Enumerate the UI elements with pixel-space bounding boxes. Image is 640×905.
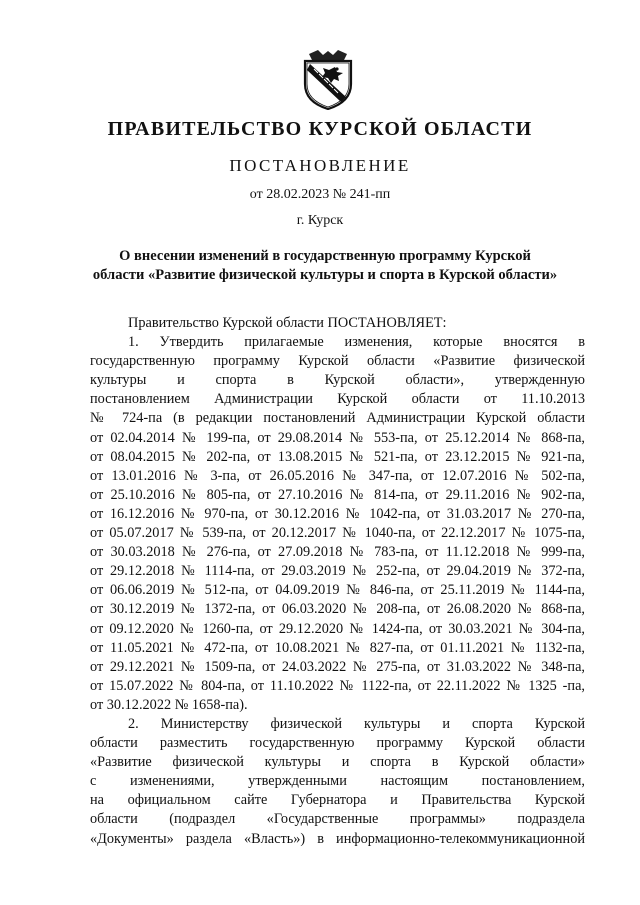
item1-line: от 11.05.2021 № 472-па, от 10.08.2021 № 827-па, от 01.11.2021 № 1132-па, — [90, 639, 585, 656]
document-type: ПОСТАНОВЛЕНИЕ — [229, 156, 411, 175]
item1-line: от 30.03.2018 № 276-па, от 27.09.2018 № 783-па, от 11.12.2018 № 999-па, — [90, 544, 585, 561]
kursk-coat-of-arms-icon — [301, 48, 355, 110]
document-title — [90, 247, 560, 285]
item1-line: государственную программу Курской области «Развитие физической — [90, 353, 585, 370]
item1-line: постановлением Администрации Курской области от 11.10.2013 — [90, 391, 585, 408]
item1-line: от 25.10.2016 № 805-па, от 27.10.2016 № 814-па, от 29.11.2016 № 902-па, — [90, 486, 585, 503]
document-city: г. Курск — [296, 213, 344, 228]
document-number: от 28.02.2023 № 241-пп — [249, 187, 391, 202]
item1-line: от 08.04.2015 № 202-па, от 13.08.2015 № 521-па, от 23.12.2015 № 921-па, — [90, 448, 585, 465]
item1-line: от 29.12.2018 № 1114-па, от 29.03.2019 № 252-па, от 29.04.2019 № 372-па, — [90, 563, 585, 580]
item1-line: 1. Утвердить прилагаемые изменения, которые вносятся в — [128, 334, 585, 351]
item1-line: от 29.12.2021 № 1509-па, от 24.03.2022 № 275-па, от 31.03.2022 № 348-па, — [90, 658, 585, 675]
item1-line: от 16.12.2016 № 970-па, от 30.12.2016 № 1042-па, от 31.03.2017 № 270-па, — [90, 505, 585, 522]
item1-line: от 09.12.2020 № 1260-па, от 29.12.2020 № 1424-па, от 30.03.2021 № 304-па, — [90, 620, 585, 637]
item1-line: от 15.07.2022 № 804-па, от 11.10.2022 № 1122-па, от 22.11.2022 № 1325 -па, — [90, 677, 585, 694]
document-body — [90, 314, 585, 849]
item2-line: с изменениями, утвержденными настоящим постановлением, — [90, 773, 585, 790]
item2-line: области разместить государственную программу Курской области — [90, 735, 585, 752]
item1-line: от 06.06.2019 № 512-па, от 04.09.2019 № 846-па, от 25.11.2019 № 1144-па, — [90, 582, 585, 599]
intro-paragraph: Правительство Курской области ПОСТАНОВЛЯЕТ: — [128, 315, 447, 331]
item1-line: от 02.04.2014 № 199-па, от 29.08.2014 № 553-па, от 25.12.2014 № 868-па, — [90, 429, 585, 446]
item1-line: от 05.07.2017 № 539-па, от 20.12.2017 № 1040-па, от 22.12.2017 № 1075-па, — [90, 525, 585, 542]
item1-line: от 13.01.2016 № 3-па, от 26.05.2016 № 347-па, от 12.07.2016 № 502-па, — [90, 467, 585, 484]
government-name: ПРАВИТЕЛЬСТВО КУРСКОЙ ОБЛАСТИ — [107, 118, 533, 140]
item1-line: культуры и спорта в Курской области», утвержденную — [90, 372, 585, 389]
item2-line: «Документы» раздела «Власть») в информационно-телекоммуникационной — [90, 830, 585, 847]
item2-line: на официальном сайте Губернатора и Правительства Курской — [90, 792, 585, 809]
item2-line: области (подраздел «Государственные программы» подраздела — [90, 811, 585, 828]
item1-line: № 724-па (в редакции постановлений Администрации Курской области — [90, 410, 585, 427]
item1-line: от 30.12.2019 № 1372-па, от 06.03.2020 № 208-па, от 26.08.2020 № 868-па, — [90, 601, 585, 618]
item1-line: от 30.12.2022 № 1658-па). — [90, 696, 248, 713]
title-line: О внесении изменений в государственную программу Курской — [119, 248, 531, 264]
item2-line: 2. Министерству физической культуры и спорта Курской — [128, 715, 585, 732]
item2-line: «Развитие физической культуры и спорта в Курской области» — [90, 754, 585, 771]
title-line: области «Развитие физической культуры и спорта в Курской области» — [92, 267, 558, 283]
